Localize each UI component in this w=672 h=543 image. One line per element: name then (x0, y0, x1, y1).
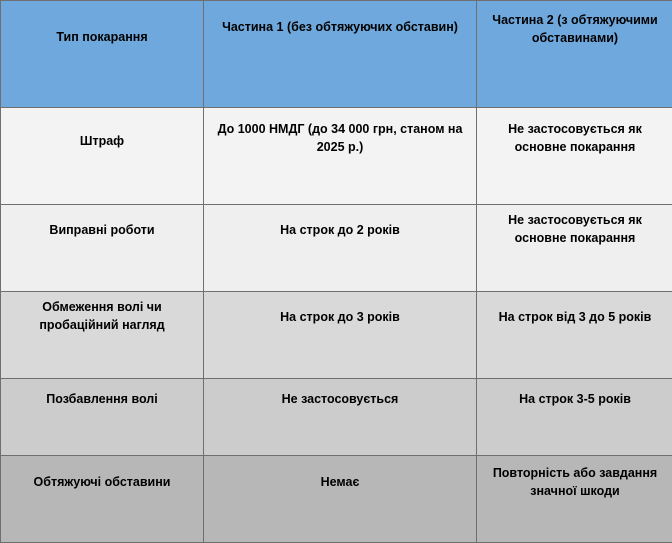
header-penalty-type (1, 1, 204, 108)
cell-text: На строк до 2 років (212, 205, 468, 239)
header-part-1-text: Частина 1 (без обтяжуючих обставин) (212, 1, 468, 36)
cell-text: Не застосовується як основне покарання (485, 108, 665, 156)
cell-text: На строк 3-5 років (485, 379, 665, 408)
cell-part-2 (477, 379, 672, 456)
cell-text: До 1000 НМДГ (до 34 000 грн, станом на 2025 р.) (212, 108, 468, 156)
table-row (1, 108, 672, 205)
cell-text: Виправні роботи (9, 205, 195, 239)
cell-part-1 (204, 108, 477, 205)
cell-text: Не застосовується як основне покарання (485, 205, 665, 247)
cell-part-2 (477, 108, 672, 205)
header-part-1 (204, 1, 477, 108)
cell-part-2 (477, 456, 672, 543)
cell-part-2 (477, 205, 672, 292)
header-part-2-text: Частина 2 (з обтяжуючими обставинами) (485, 1, 665, 47)
cell-penalty-type (1, 108, 204, 205)
cell-part-2 (477, 292, 672, 379)
table-row (1, 205, 672, 292)
cell-text: Обмеження волі чи пробаційний нагляд (9, 292, 195, 334)
cell-text: На строк до 3 років (212, 292, 468, 326)
table-row (1, 379, 672, 456)
table-header-row (1, 1, 672, 108)
cell-penalty-type (1, 205, 204, 292)
cell-text: Не застосовується (212, 379, 468, 408)
cell-text: Обтяжуючі обставини (9, 456, 195, 491)
table-row (1, 456, 672, 543)
table-row (1, 292, 672, 379)
cell-part-1 (204, 205, 477, 292)
cell-text: Штраф (9, 108, 195, 150)
cell-text: Повторність або завдання значної шкоди (485, 456, 665, 500)
cell-part-1 (204, 379, 477, 456)
cell-part-1 (204, 456, 477, 543)
cell-part-1 (204, 292, 477, 379)
cell-penalty-type (1, 292, 204, 379)
cell-text: На строк від 3 до 5 років (485, 292, 665, 326)
cell-penalty-type (1, 379, 204, 456)
cell-penalty-type (1, 456, 204, 543)
header-part-2 (477, 1, 672, 108)
cell-text: Позбавлення волі (9, 379, 195, 408)
cell-text: Немає (212, 456, 468, 491)
header-penalty-type-text: Тип покарання (9, 1, 195, 46)
